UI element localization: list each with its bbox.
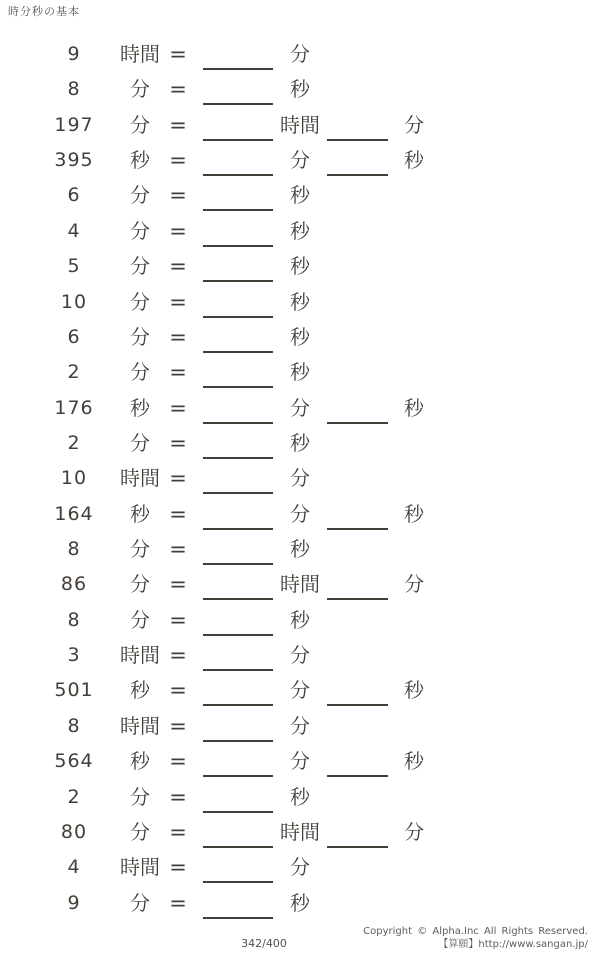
answer-unit-1: 秒	[290, 218, 310, 243]
problem-row	[0, 147, 600, 182]
answer-blank-1[interactable]	[203, 253, 273, 282]
problem-unit: 時間	[120, 42, 160, 66]
answer-unit-2: 分	[404, 819, 424, 844]
problem-value: 2	[67, 431, 81, 454]
answer-blank-2[interactable]	[327, 501, 388, 530]
answer-blank-1[interactable]	[203, 182, 273, 211]
problem-value: 4	[67, 219, 81, 242]
equals-sign: =	[169, 819, 187, 844]
answer-unit-1: 分	[290, 713, 310, 738]
answer-blank-1[interactable]	[203, 289, 273, 318]
answer-blank-1[interactable]	[203, 501, 273, 530]
answer-blank-1[interactable]	[203, 890, 273, 919]
equals-sign: =	[169, 430, 187, 455]
problem-row	[0, 395, 600, 430]
answer-unit-1: 分	[290, 466, 310, 491]
equals-sign: =	[169, 501, 187, 526]
answer-blank-1[interactable]	[203, 748, 273, 777]
answer-unit-1: 分	[290, 148, 310, 173]
answer-blank-1[interactable]	[203, 571, 273, 600]
problem-row	[0, 430, 600, 465]
answer-unit-2: 分	[404, 112, 424, 137]
problem-row	[0, 536, 600, 571]
problem-unit: 時間	[120, 466, 160, 491]
answer-unit-1: 秒	[290, 537, 310, 562]
equals-sign: =	[169, 466, 187, 491]
page-number: 342/400	[241, 937, 287, 950]
answer-blank-1[interactable]	[203, 854, 273, 883]
answer-unit-1: 秒	[290, 784, 310, 809]
problem-value: 2	[67, 785, 81, 808]
equals-sign: =	[169, 890, 187, 915]
problem-unit: 分	[130, 572, 150, 597]
answer-blank-1[interactable]	[203, 819, 273, 848]
problem-value: 8	[67, 608, 81, 631]
problem-unit: 分	[130, 324, 150, 349]
problem-row	[0, 253, 600, 288]
problem-unit: 分	[130, 607, 150, 632]
problem-value: 10	[60, 467, 88, 490]
answer-blank-2[interactable]	[327, 395, 388, 424]
answer-unit-2: 秒	[404, 749, 424, 774]
answer-unit-1: 秒	[290, 890, 310, 915]
answer-blank-1[interactable]	[203, 642, 273, 671]
problem-row	[0, 784, 600, 819]
problem-row	[0, 465, 600, 500]
answer-unit-1: 分	[290, 42, 310, 66]
answer-blank-1[interactable]	[203, 112, 273, 141]
answer-blank-1[interactable]	[203, 147, 273, 176]
equals-sign: =	[169, 643, 187, 668]
problem-row	[0, 677, 600, 712]
answer-unit-1: 分	[290, 643, 310, 668]
problem-unit: 分	[130, 112, 150, 137]
problem-unit: 秒	[130, 749, 150, 774]
problem-unit: 分	[130, 430, 150, 455]
problem-row	[0, 76, 600, 111]
problem-unit: 秒	[130, 678, 150, 703]
problem-unit: 分	[130, 254, 150, 279]
problem-unit: 秒	[130, 148, 150, 173]
problem-unit: 分	[130, 183, 150, 208]
answer-unit-1: 秒	[290, 254, 310, 279]
problem-row	[0, 571, 600, 606]
problem-value: 80	[60, 820, 88, 843]
answer-blank-1[interactable]	[203, 359, 273, 388]
problem-row	[0, 289, 600, 324]
answer-blank-1[interactable]	[203, 430, 273, 459]
page-footer	[363, 926, 588, 951]
problem-value: 176	[54, 396, 94, 419]
answer-unit-2: 秒	[404, 395, 424, 420]
equals-sign: =	[169, 42, 187, 66]
problem-row	[0, 218, 600, 253]
equals-sign: =	[169, 537, 187, 562]
problem-value: 9	[67, 43, 81, 65]
problem-row	[0, 182, 600, 217]
problem-row	[0, 748, 600, 783]
answer-unit-1: 秒	[290, 324, 310, 349]
equals-sign: =	[169, 218, 187, 243]
answer-blank-1[interactable]	[203, 465, 273, 494]
problem-value: 8	[67, 538, 81, 561]
answer-blank-2[interactable]	[327, 748, 388, 777]
problem-value: 9	[67, 891, 81, 914]
answer-unit-1: 分	[290, 501, 310, 526]
answer-unit-2: 分	[404, 572, 424, 597]
problem-row	[0, 819, 600, 854]
problem-value: 4	[67, 856, 81, 879]
answer-unit-2: 秒	[404, 148, 424, 173]
problem-value: 501	[54, 679, 94, 702]
answer-blank-2[interactable]	[327, 677, 388, 706]
answer-blank-1[interactable]	[203, 677, 273, 706]
answer-blank-2[interactable]	[327, 819, 388, 848]
problem-unit: 分	[130, 289, 150, 314]
answer-blank-1[interactable]	[203, 713, 273, 742]
answer-blank-1[interactable]	[203, 324, 273, 353]
problem-value: 6	[67, 184, 81, 207]
equals-sign: =	[169, 112, 187, 137]
problem-unit: 分	[130, 784, 150, 809]
problem-value: 10	[60, 290, 88, 313]
answer-blank-2[interactable]	[327, 571, 388, 600]
problem-value: 395	[54, 149, 94, 172]
problem-unit: 分	[130, 537, 150, 562]
problem-value: 86	[60, 573, 88, 596]
answer-unit-1: 秒	[290, 360, 310, 385]
answer-blank-1[interactable]	[203, 784, 273, 813]
answer-blank-1[interactable]	[203, 41, 273, 70]
problem-unit: 分	[130, 360, 150, 385]
problem-row	[0, 890, 600, 925]
problem-unit: 分	[130, 819, 150, 844]
equals-sign: =	[169, 395, 187, 420]
problem-row	[0, 607, 600, 642]
answer-unit-1: 分	[290, 678, 310, 703]
problem-value: 197	[54, 113, 94, 136]
problem-unit: 分	[130, 77, 150, 102]
problem-unit: 秒	[130, 395, 150, 420]
answer-blank-1[interactable]	[203, 76, 273, 105]
answer-unit-1: 分	[290, 395, 310, 420]
site-link[interactable]: 【算願】http://www.sangan.jp/	[438, 938, 588, 950]
copyright-text: Copyright © Alpha.Inc All Rights Reserved.	[363, 926, 588, 937]
problem-unit: 秒	[130, 501, 150, 526]
equals-sign: =	[169, 324, 187, 349]
answer-blank-1[interactable]	[203, 536, 273, 565]
problem-row	[0, 713, 600, 748]
problem-unit: 時間	[120, 713, 160, 738]
equals-sign: =	[169, 749, 187, 774]
page-title: 時分秒の基本	[8, 5, 80, 18]
equals-sign: =	[169, 607, 187, 632]
answer-unit-1: 分	[290, 749, 310, 774]
problem-row	[0, 112, 600, 147]
equals-sign: =	[169, 148, 187, 173]
problem-row	[0, 41, 600, 76]
equals-sign: =	[169, 678, 187, 703]
problem-list	[0, 41, 600, 925]
problem-row	[0, 642, 600, 677]
problem-row	[0, 854, 600, 889]
problem-value: 164	[54, 502, 94, 525]
answer-unit-1: 秒	[290, 607, 310, 632]
answer-unit-1: 時間	[280, 819, 320, 844]
problem-value: 6	[67, 325, 81, 348]
answer-blank-1[interactable]	[203, 607, 273, 636]
answer-blank-1[interactable]	[203, 218, 273, 247]
problem-value: 564	[54, 750, 94, 773]
equals-sign: =	[169, 360, 187, 385]
equals-sign: =	[169, 183, 187, 208]
equals-sign: =	[169, 254, 187, 279]
problem-value: 8	[67, 714, 81, 737]
equals-sign: =	[169, 855, 187, 880]
answer-blank-1[interactable]	[203, 395, 273, 424]
problem-unit: 分	[130, 890, 150, 915]
answer-unit-1: 時間	[280, 112, 320, 137]
answer-blank-2[interactable]	[327, 147, 388, 176]
answer-unit-2: 秒	[404, 501, 424, 526]
equals-sign: =	[169, 289, 187, 314]
problem-unit: 時間	[120, 855, 160, 880]
answer-unit-1: 秒	[290, 77, 310, 102]
problem-value: 3	[67, 644, 81, 667]
answer-unit-1: 秒	[290, 289, 310, 314]
answer-unit-1: 分	[290, 855, 310, 880]
problem-unit: 分	[130, 218, 150, 243]
problem-row	[0, 501, 600, 536]
problem-unit: 時間	[120, 643, 160, 668]
answer-unit-1: 時間	[280, 572, 320, 597]
problem-value: 2	[67, 361, 81, 384]
answer-blank-2[interactable]	[327, 112, 388, 141]
problem-row	[0, 324, 600, 359]
answer-unit-2: 秒	[404, 678, 424, 703]
problem-value: 8	[67, 78, 81, 101]
equals-sign: =	[169, 77, 187, 102]
problem-value: 5	[67, 255, 81, 278]
answer-unit-1: 秒	[290, 183, 310, 208]
equals-sign: =	[169, 572, 187, 597]
equals-sign: =	[169, 713, 187, 738]
problem-row	[0, 359, 600, 394]
equals-sign: =	[169, 784, 187, 809]
answer-unit-1: 秒	[290, 430, 310, 455]
